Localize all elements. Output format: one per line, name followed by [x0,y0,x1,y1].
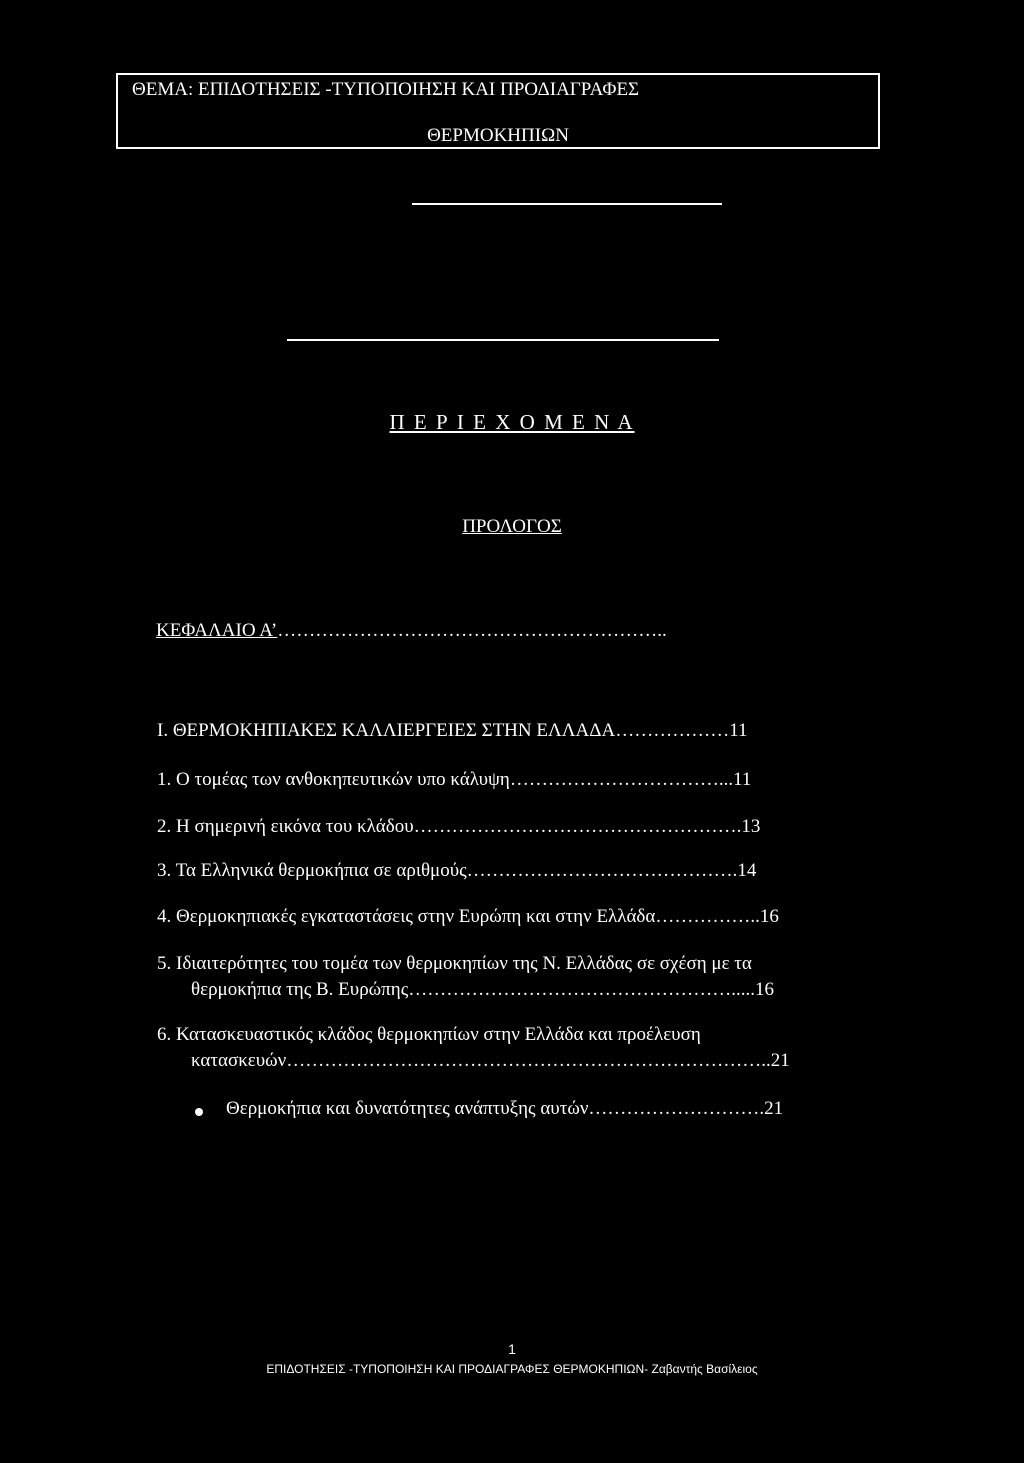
section-title: Ι. ΘΕΡΜΟΚΗΠΙΑΚΕΣ ΚΑΛΛΙΕΡΓΕΙΕΣ ΣΤΗΝ ΕΛΛΑΔΑ………………11 [157,720,748,741]
page-number: 1 [508,1341,516,1357]
bullet-icon [195,1108,203,1116]
chapter-line [156,620,667,642]
toc-item-2: 2. Η σημερινή εικόνα του κλάδου…………………………………………….13 [157,816,761,837]
toc-bullet-item: Θερμοκήπια και δυνατότητες ανάπτυξης αυτών……………………….21 [226,1098,784,1119]
document-title-continued: ΘΕΡΜΟΚΗΠΙΩΝ [427,125,569,146]
prologue-heading: ΠΡΟΛΟΓΟΣ [462,516,562,537]
toc-item-4: 4. Θερμοκηπιακές εγκαταστάσεις στην Ευρώπη και στην Ελλάδα……………..16 [157,906,779,927]
chapter-title: ΚΕΦΑΛΑΙΟ Α’ [156,620,278,641]
toc-item-6-continued: κατασκευών…………………………………………………………………..21 [191,1050,790,1071]
toc-item-5: 5. Ιδιαιτερότητες του τομέα των θερμοκηπίων της Ν. Ελλάδας σε σχέση με τα [157,953,752,974]
document-title: ΘΕΜΑ: ΕΠΙΔΟΤΗΣΕΙΣ -ΤΥΠΟΠΟΙΗΣΗ ΚΑΙ ΠΡΟΔΙΑΓΡΑΦΕΣ [132,79,640,100]
toc-item-5-continued: θερμοκήπια της Β. Ευρώπης…………………………………………….....16 [191,979,774,1000]
divider-rule-short [412,203,722,205]
chapter-leader: …………………………………………………….. [277,620,667,641]
toc-item-3: 3. Τα Ελληνικά θερμοκήπια σε αριθμούς…………………………………….14 [157,860,757,881]
toc-item-6: 6. Κατασκευαστικός κλάδος θερμοκηπίων στην Ελλάδα και προέλευση [157,1024,701,1045]
contents-heading: Π Ε Ρ Ι Ε Χ Ο Μ Ε Ν Α [389,410,635,434]
toc-item-1: 1. Ο τομέας των ανθοκηπευτικών υπο κάλυψη……………………………...11 [157,769,752,790]
title-box [116,73,880,149]
page-footer: ΕΠΙΔΟΤΗΣΕΙΣ -ΤΥΠΟΠΟΙΗΣΗ ΚΑΙ ΠΡΟΔΙΑΓΡΑΦΕΣ ΘΕΡΜΟΚΗΠΙΩΝ- Ζαβαντής Βασίλειος [266,1362,758,1376]
divider-rule [287,339,719,341]
